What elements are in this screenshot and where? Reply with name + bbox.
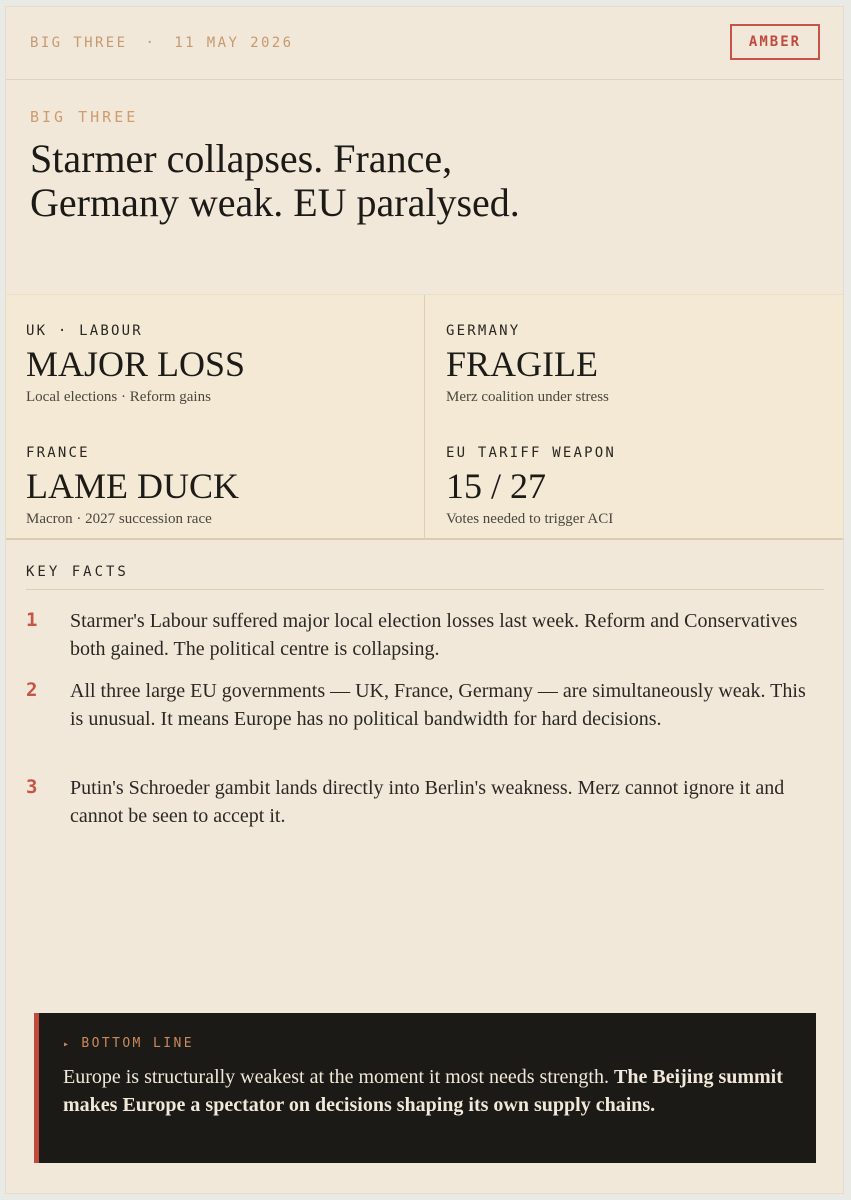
stat-value: FRAGILE (446, 344, 598, 384)
stat-germany (446, 323, 836, 406)
stat-uk (26, 323, 416, 406)
fact-number: 2 (26, 679, 38, 701)
bottom-line-emphasis: The Beijing summit makes Europe a spectator on decisions shaping its own supply chains. (63, 1066, 783, 1116)
stat-value: LAME DUCK (26, 466, 239, 506)
stat-sub: Merz coalition under stress (446, 389, 609, 405)
stat-sub: Macron · 2027 succession race (26, 511, 212, 527)
stat-sub: Votes needed to trigger ACI (446, 511, 614, 527)
bottom-line-text (63, 1063, 793, 1119)
page-title: Starmer collapses. France, Germany weak. EU paralysed. (30, 136, 520, 225)
fact-number: 1 (26, 609, 38, 631)
grid-divider (424, 295, 425, 538)
fact-item (26, 774, 816, 830)
stat-label: FRANCE (26, 445, 90, 461)
headline-kicker: BIG THREE (30, 108, 139, 126)
stat-grid (6, 294, 843, 540)
header-section: BIG THREE (30, 35, 128, 51)
fact-text: Putin's Schroeder gambit lands directly into Berlin's weakness. Merz cannot ignore it and cannot be seen to accept it. (70, 777, 785, 827)
fact-text: All three large EU governments — UK, France, Germany — are simultaneously weak. This is unusual. It means Europe has no political bandwidth for hard decisions. (70, 680, 806, 730)
key-facts-title: KEY FACTS (26, 564, 129, 580)
stat-sub: Local elections · Reform gains (26, 389, 211, 405)
fact-text: Starmer's Labour suffered major local election losses last week. Reform and Conservatives both gained. The political centre is collapsing. (70, 610, 798, 660)
bottom-line-statement: Europe is structurally weakest at the moment it most needs strength. (63, 1066, 609, 1088)
header-date: 11 MAY 2026 (174, 35, 294, 51)
header-meta (30, 35, 293, 51)
play-marker-icon: ▸ (63, 1039, 72, 1050)
bottom-line-panel (34, 1013, 816, 1163)
stat-value: MAJOR LOSS (26, 344, 246, 384)
stat-label: GERMANY (446, 323, 521, 339)
key-facts-divider (26, 589, 824, 590)
stat-label: UK · LABOUR (26, 323, 143, 339)
stat-eu-tariff (446, 445, 836, 528)
briefing-card (5, 6, 844, 1194)
stat-france (26, 445, 416, 528)
stat-label: EU TARIFF WEAPON (446, 445, 617, 461)
header-bar (6, 7, 843, 80)
status-badge: AMBER (730, 24, 820, 60)
stat-value: 15 / 27 (446, 466, 547, 506)
fact-item (26, 677, 816, 733)
fact-item (26, 607, 816, 663)
fact-number: 3 (26, 776, 38, 798)
bottom-line-label-text: BOTTOM LINE (81, 1036, 194, 1051)
bottom-line-label (63, 1036, 194, 1051)
header-separator: · (145, 35, 157, 51)
